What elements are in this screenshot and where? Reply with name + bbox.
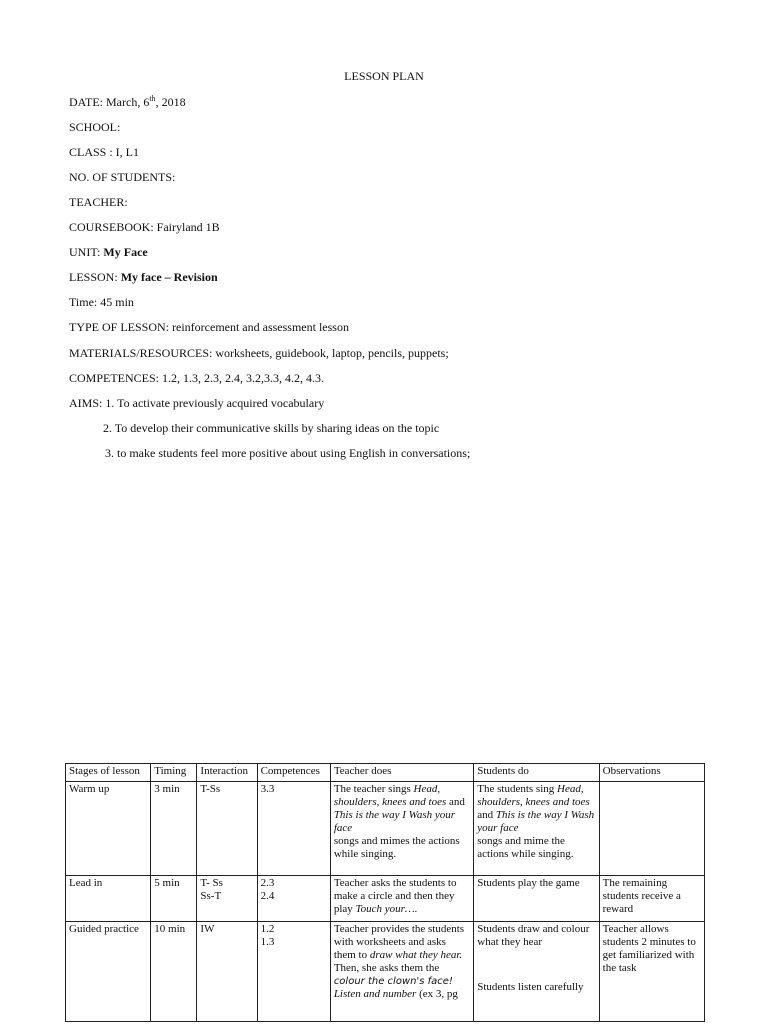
teacher-line: TEACHER: [69,195,128,209]
cell-text: Then, she asks them the [333,962,440,974]
stage-cell: Guided practice [66,922,151,1022]
competences-cell [257,876,330,922]
interaction-cell: IW [197,922,257,1022]
song-title: This is the way I Wash your face [333,809,456,834]
lesson-line [69,270,218,285]
cell-text: songs and mimes the actions while singing. [333,835,460,860]
stage-cell: Lead in [66,876,151,922]
cell-text: The students sing [477,783,557,795]
interaction-cell: T-Ss [197,782,257,876]
header-cell: Students do [474,764,599,782]
observations-cell: Teacher allows students 2 minutes to get familiarized with the task [599,922,704,1022]
timing-cell: 5 min [151,876,197,922]
school-line: SCHOOL: [69,120,121,134]
cell-text: Students listen carefully [477,981,584,993]
students-do-cell: Students play the game [474,876,599,922]
observations-cell: The remaining students receive a reward [599,876,704,922]
coursebook-line: COURSEBOOK: Fairyland 1B [69,220,220,234]
cell-text: 2.3 [260,877,275,889]
cell-text: and [446,796,465,808]
cell-text: Teacher asks the students to make a circle and then they play [333,877,457,915]
aim-1: AIMS: 1. To activate previously acquired vocabulary [69,396,325,410]
song-title: This is the way I Wash your face [477,809,595,834]
cell-text: T- Ss [200,877,223,889]
header-cell: Stages of lesson [66,764,151,782]
unit-label: UNIT: [69,245,104,259]
cell-text: 1.3 [260,936,275,948]
date-label: DATE: March, 6 [69,95,150,109]
task-title: colour the clown's face! [333,976,453,987]
observations-cell [599,782,704,876]
song-title: Head, shoulders, knees and toes [333,783,447,808]
timing-cell: 10 min [151,922,197,1022]
teacher-does-cell [330,922,473,1022]
lesson-value: My face – Revision [120,270,218,284]
date-suffix: th [149,94,156,103]
time-line: Time: 45 min [69,295,134,309]
aim-3: 3. to make students feel more positive about using English in conversations; [105,446,471,460]
students-do-cell [474,922,599,1022]
cell-text: 2.4 [260,890,275,902]
aim-2: 2. To develop their communicative skills by sharing ideas on the topic [103,421,440,435]
timing-cell: 3 min [151,782,197,876]
header-cell: Teacher does [330,764,473,782]
cell-text: 1.2 [260,923,275,935]
table-row [66,922,705,1022]
students-count-line: NO. OF STUDENTS: [69,170,176,184]
competences-cell: 3.3 [257,782,330,876]
cell-text: Students draw and colour what they hear [477,923,590,948]
table-row [66,876,705,922]
header-cell: Competences [257,764,330,782]
students-do-cell [474,782,599,876]
competences-line: COMPETENCES: 1.2, 1.3, 2.3, 2.4, 3.2,3.3, 4.2, 4.3. [69,371,325,385]
stage-cell: Warm up [66,782,151,876]
header-cell: Interaction [197,764,257,782]
task-title: draw what they hear. [369,949,463,961]
cell-text: and [477,809,496,821]
task-title: Listen and number [333,988,417,1000]
lesson-stages-table [65,763,705,1022]
table-header-row [66,764,705,782]
cell-text: songs and mime the actions while singing. [477,835,574,860]
lesson-type-line: TYPE OF LESSON: reinforcement and assessment lesson [69,320,349,334]
teacher-does-cell [330,782,473,876]
materials-line: MATERIALS/RESOURCES: worksheets, guidebook, laptop, pencils, puppets; [69,346,449,360]
interaction-cell [197,876,257,922]
game-title: Touch your…. [355,903,418,915]
date-year: , 2018 [155,95,186,109]
header-cell: Timing [151,764,197,782]
document-title: LESSON PLAN [344,69,424,83]
table-row [66,782,705,876]
lesson-label: LESSON: [69,270,121,284]
cell-text: (ex 3, pg [416,988,458,1000]
date-line [69,95,186,110]
teacher-does-cell [330,876,473,922]
class-line: CLASS : I, L1 [69,145,140,159]
competences-cell [257,922,330,1022]
header-cell: Observations [599,764,704,782]
unit-line [69,245,148,260]
cell-text: Ss-T [200,890,222,902]
cell-text: Teacher provides the students with worksheets and asks them to [333,923,465,961]
unit-value: My Face [103,245,148,259]
song-title: Head, shoulders, knees and toes [477,783,590,808]
spacer [477,949,595,975]
cell-text: The teacher sings [333,783,414,795]
